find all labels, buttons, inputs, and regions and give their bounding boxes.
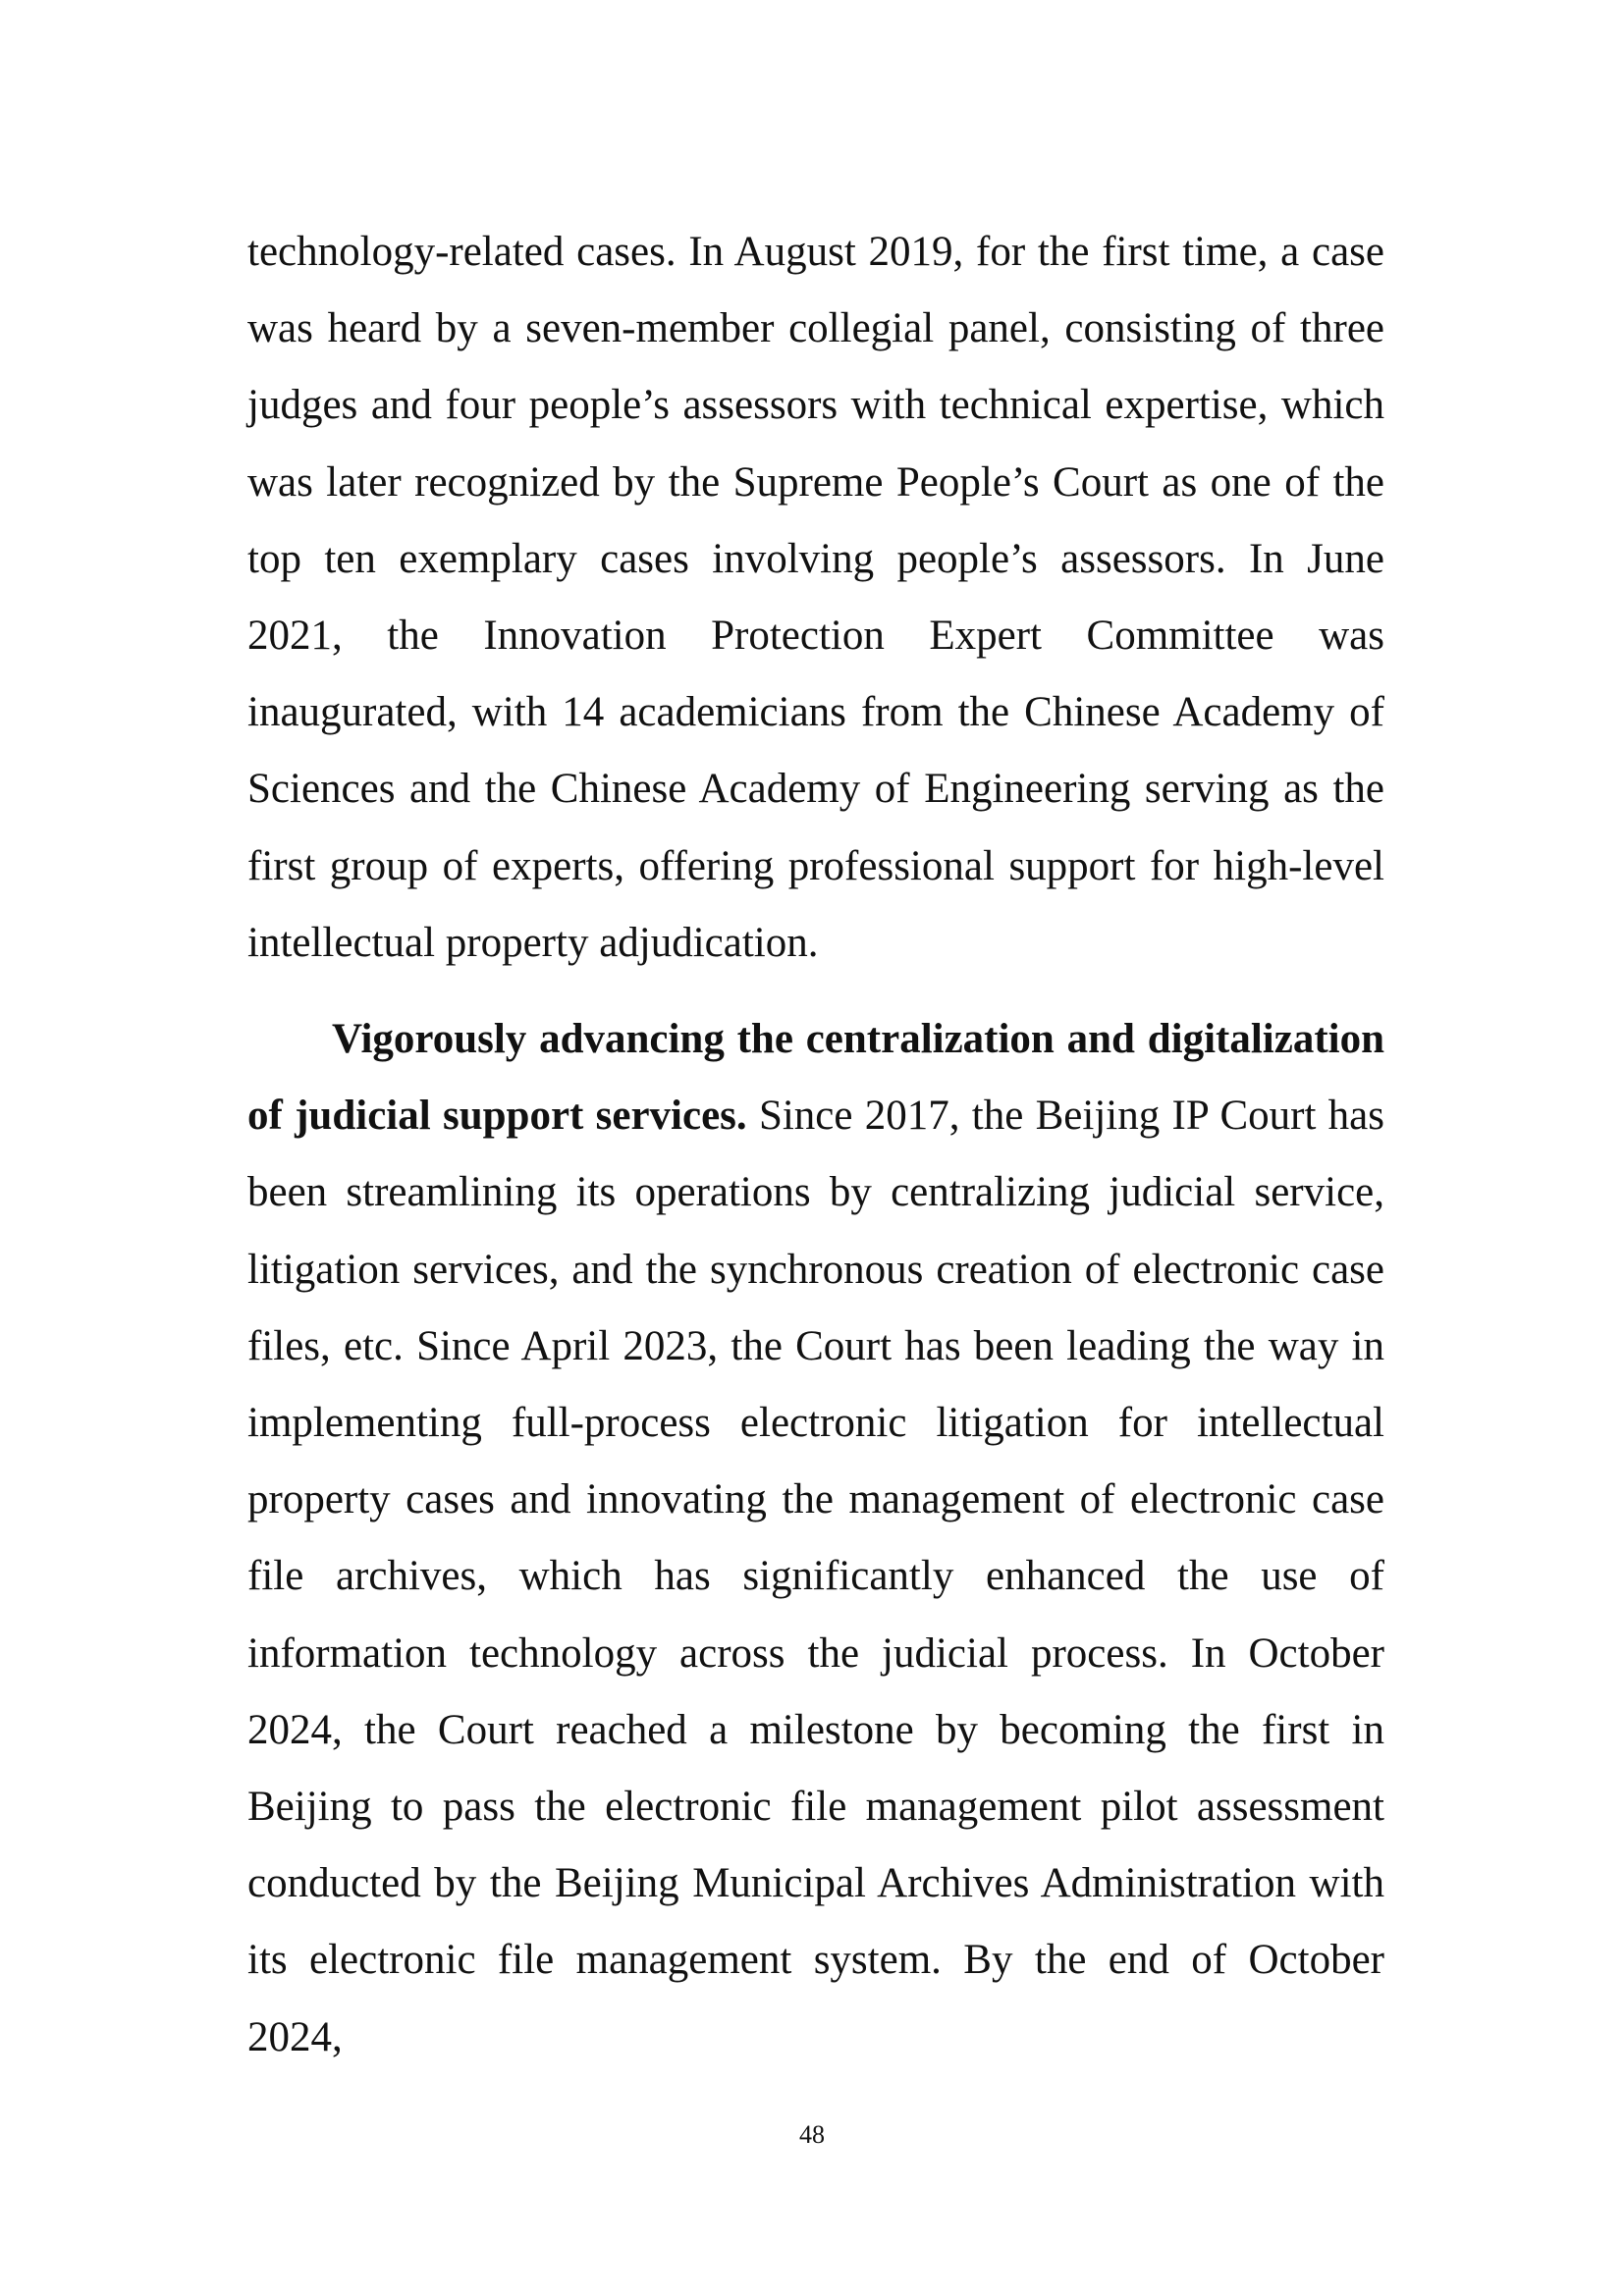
paragraph-text: technology-related cases. In August 2019, for the first time, a case was heard by a seven-member collegial panel, consisting of three judges and four people’s assessors with technical expertise, which was later recognized by the Supreme People’s Court as one of the top ten exemplary cases involving people’s assessors. In June 2021, the Innovation Protection Expert Committee was inaugurated, with 14 academicians from the Chinese Academy of Sciences and the Chinese Academy of Engineering serving as the first group of experts, offering professional support for high-level intellectual property adjudication. [247, 229, 1384, 966]
paragraph-text: Since 2017, the Beijing IP Court has been streamlining its operations by centralizing judicial service, litigation services, and the synchronous creation of electronic case files, etc. Since April 2023, the Court has been leading the way in implementing full-process electronic litigation for intellectual property cases and innovating the management of electronic case file archives, which has significantly enhanced the use of information technology across the judicial process. In October 2024, the Court reached a milestone by becoming the first in Beijing to pass the electronic file management pilot assessment conducted by the Beijing Municipal Archives Administration with its electronic file management system. By the end of October 2024, [247, 1093, 1384, 2060]
paragraph-lead-heading: Vigorously advancing the centralization and digitalization of judicial support services. [247, 1016, 1384, 1140]
body-text [247, 214, 1384, 2076]
paragraph-continued [247, 214, 1384, 982]
page-number: 48 [799, 2120, 825, 2149]
paragraph-judicial-support [247, 1001, 1384, 2076]
